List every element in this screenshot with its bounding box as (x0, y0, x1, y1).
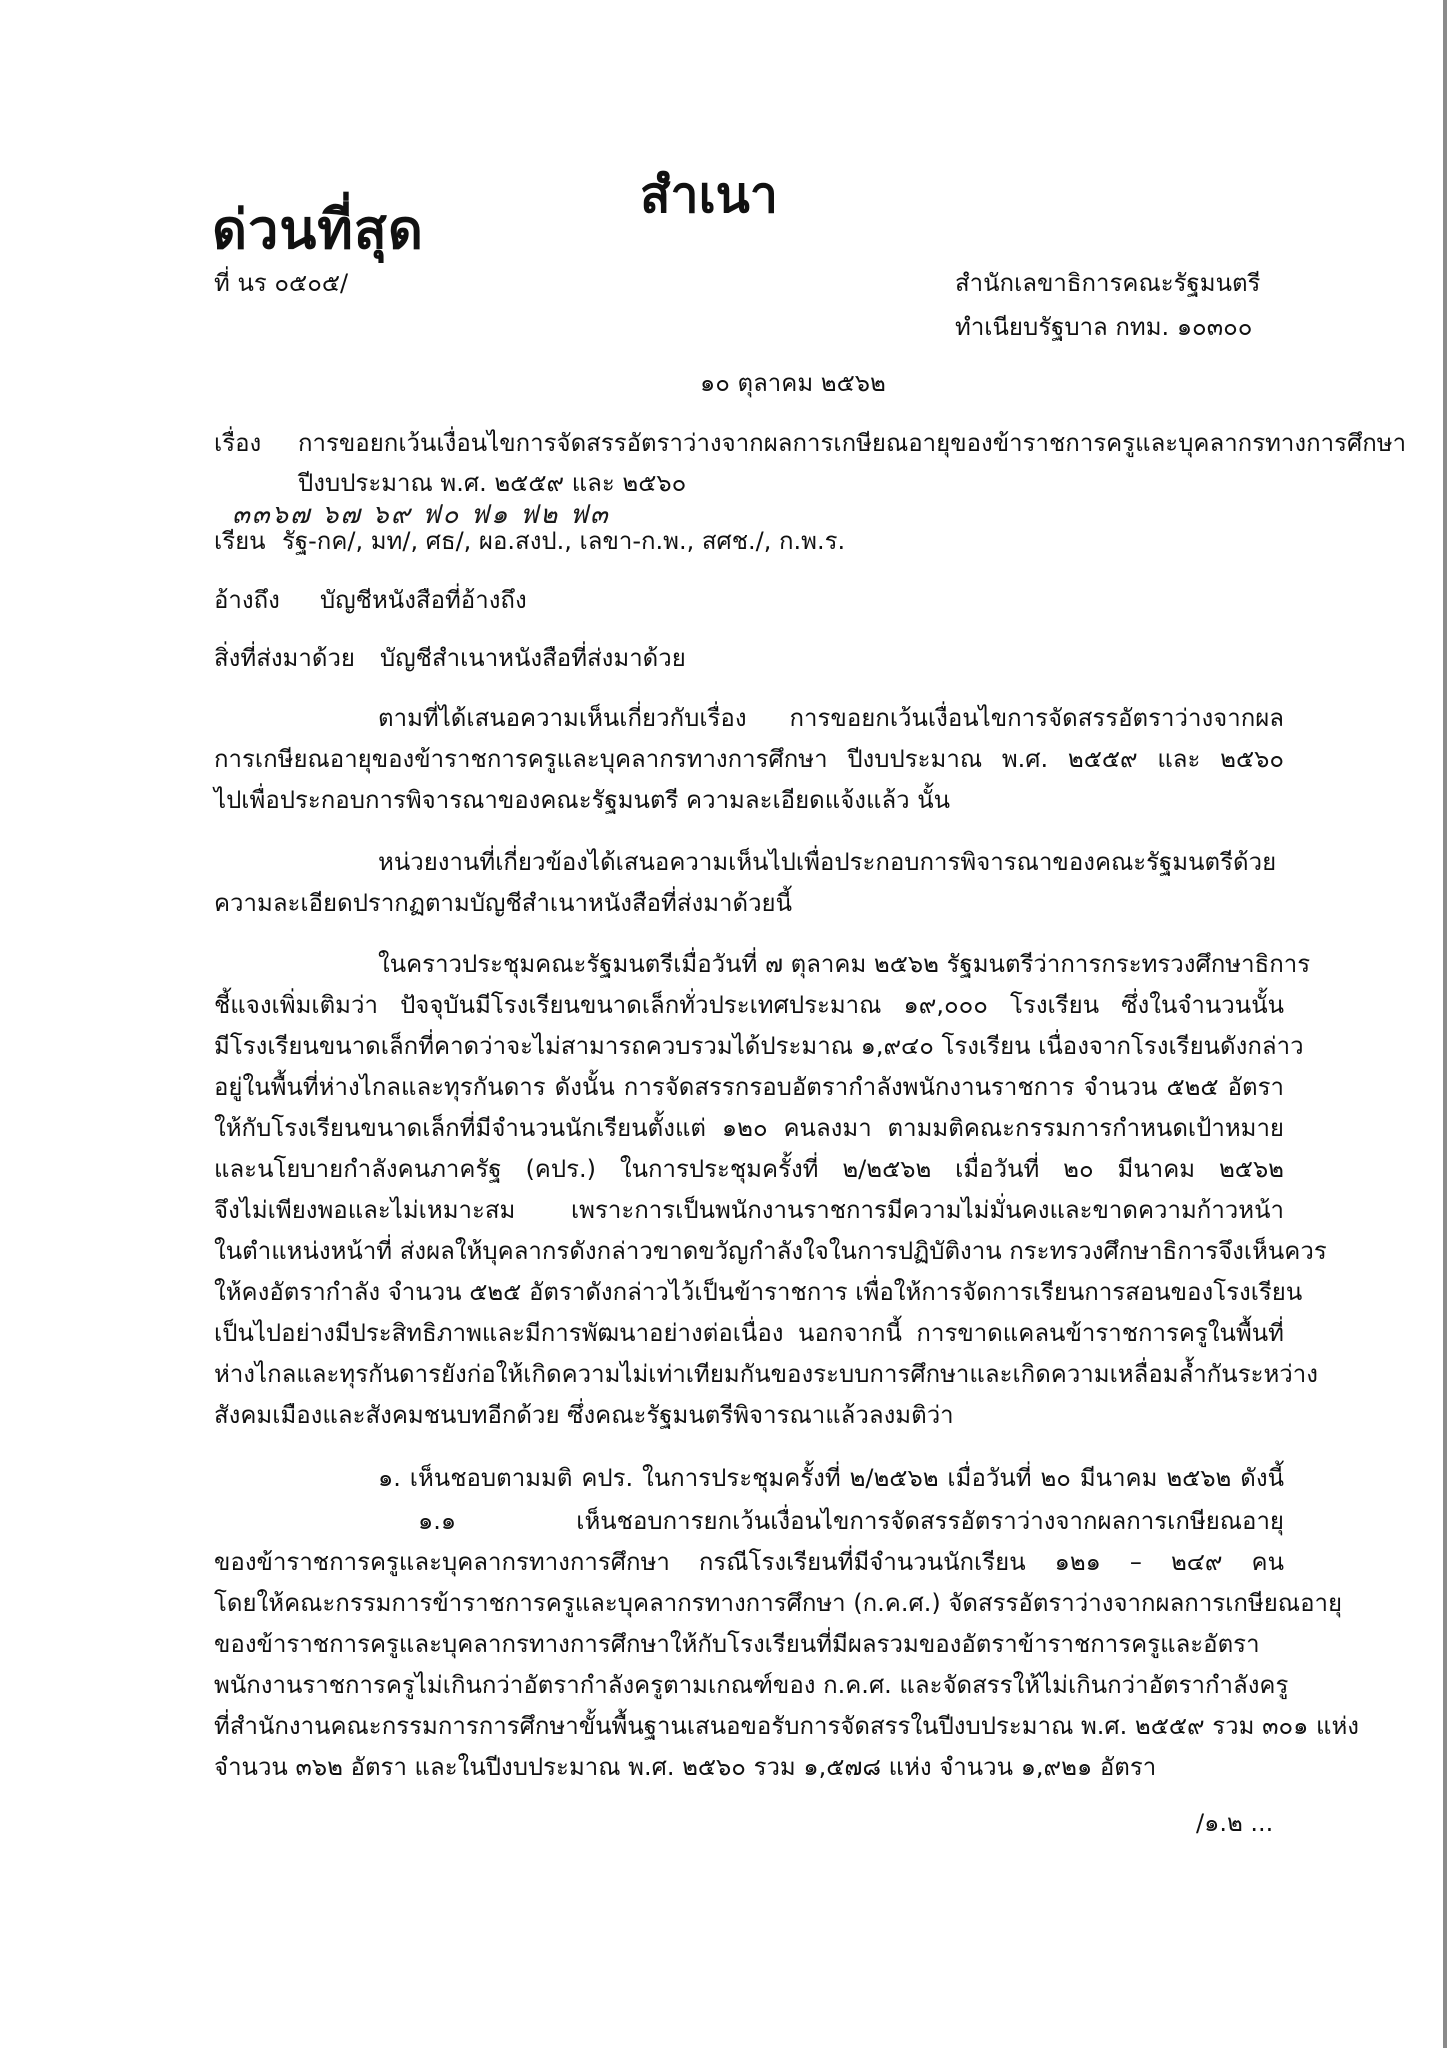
enclosure-text: บัญชีสำเนาหนังสือที่ส่งมาด้วย (380, 644, 686, 672)
item-1-1-line-5: พนักงานราชการครูไม่เกินกว่าอัตรากำลังครูตามเกณฑ์ของ ก.ค.ศ. และจัดสรรให้ไม่เกินกว่าอัตรากำลังครู (214, 1671, 1289, 1699)
para3-line-3: มีโรงเรียนขนาดเล็กที่คาดว่าจะไม่สามารถควบรวมได้ประมาณ ๑,๙๔๐ โรงเรียน เนื่องจากโรงเรียนดังกล่าว (214, 1032, 1304, 1060)
para3-line-7: จึงไม่เพียงพอและไม่เหมาะสม เพราะการเป็นพนักงานราชการมีความไม่มั่นคงและขาดความก้าวหน้า (214, 1196, 1284, 1224)
subject-label: เรื่อง (214, 429, 262, 457)
para3-line-1: ในคราวประชุมคณะรัฐมนตรีเมื่อวันที่ ๗ ตุลาคม ๒๕๖๒ รัฐมนตรีว่าการกระทรวงศึกษาธิการ (378, 950, 1311, 978)
document-date: ๑๐ ตุลาคม ๒๕๖๒ (700, 369, 886, 397)
item-1-1-line-4: ของข้าราชการครูและบุคลากรทางการศึกษาให้กับโรงเรียนที่มีผลรวมของอัตราข้าราชการครูและอัตรา (214, 1630, 1260, 1658)
item-1: ๑. เห็นชอบตามมติ คปร. ในการประชุมครั้งที่ ๒/๒๕๖๒ เมื่อวันที่ ๒๐ มีนาคม ๒๕๖๒ ดังนี้ (378, 1464, 1284, 1492)
para2-line-2: ความละเอียดปรากฏตามบัญชีสำเนาหนังสือที่ส่งมาด้วยนี้ (214, 889, 793, 917)
copy-stamp: สำเนา (640, 166, 778, 224)
para3-line-6: และนโยบายกำลังคนภาครัฐ (คปร.) ในการประชุมครั้งที่ ๒/๒๕๖๒ เมื่อวันที่ ๒๐ มีนาคม ๒๕๖๒ (214, 1155, 1284, 1183)
scan-edge-shadow (1443, 0, 1447, 2048)
para1-line-3: ไปเพื่อประกอบการพิจารณาของคณะรัฐมนตรี ความละเอียดแจ้งแล้ว นั้น (214, 786, 951, 814)
item-1-1-line-7: จำนวน ๓๖๒ อัตรา และในปีงบประมาณ พ.ศ. ๒๕๖๐ รวม ๑,๕๗๘ แห่ง จำนวน ๑,๙๒๑ อัตรา (214, 1753, 1157, 1781)
para3-line-11: ห่างไกลและทุรกันดารยังก่อให้เกิดความไม่เท่าเทียมกันของระบบการศึกษาและเกิดความเหลื่อมล้ำกันระหว่าง (214, 1360, 1318, 1388)
reference-text: บัญชีหนังสือที่อ้างถึง (320, 586, 527, 614)
office-address: ทำเนียบรัฐบาล กทม. ๑๐๓๐๐ (955, 313, 1253, 341)
office-name: สำนักเลขาธิการคณะรัฐมนตรี (955, 269, 1261, 297)
recipients-label: เรียน (214, 527, 266, 555)
para3-line-10: เป็นไปอย่างมีประสิทธิภาพและมีการพัฒนาอย่างต่อเนื่อง นอกจากนี้ การขาดแคลนข้าราชการครูในพื้นที่ (214, 1319, 1284, 1347)
para3-line-9: ให้คงอัตรากำลัง จำนวน ๕๒๕ อัตราดังกล่าวไว้เป็นข้าราชการ เพื่อให้การจัดการเรียนการสอนของโรงเรียน (214, 1278, 1303, 1306)
continuation-marker: /๑.๒ ... (1196, 1809, 1274, 1837)
para1-line-2: การเกษียณอายุของข้าราชการครูและบุคลากรทางการศึกษา ปีงบประมาณ พ.ศ. ๒๕๕๙ และ ๒๕๖๐ (214, 745, 1284, 773)
item-1-1-line-1: ๑.๑ เห็นชอบการยกเว้นเงื่อนไขการจัดสรรอัตราว่างจากผลการเกษียณอายุ (418, 1507, 1284, 1535)
para3-line-2: ชี้แจงเพิ่มเติมว่า ปัจจุบันมีโรงเรียนขนาดเล็กทั่วประเทศประมาณ ๑๙,๐๐๐ โรงเรียน ซึ่งในจำนวนนั้น (214, 991, 1284, 1019)
item-1-1-line-2: ของข้าราชการครูและบุคลากรทางการศึกษา กรณีโรงเรียนที่มีจำนวนนักเรียน ๑๒๑ – ๒๔๙ คน (214, 1548, 1284, 1576)
reference-number: ที่ นร ๐๕๐๕/ (214, 269, 349, 297)
item-1-1-line-3: โดยให้คณะกรรมการข้าราชการครูและบุคลากรทางการศึกษา (ก.ค.ศ.) จัดสรรอัตราว่างจากผลการเกษียณอายุ (214, 1589, 1343, 1617)
para3-line-12: สังคมเมืองและสังคมชนบทอีกด้วย ซึ่งคณะรัฐมนตรีพิจารณาแล้วลงมติว่า (214, 1401, 954, 1429)
recipients-list: รัฐ-กค/, มท/, ศธ/, ผอ.สงป., เลขา-ก.พ., สศช./, ก.พ.ร. (282, 527, 846, 555)
subject-line-1: การขอยกเว้นเงื่อนไขการจัดสรรอัตราว่างจากผลการเกษียณอายุของข้าราชการครูและบุคลากรทางการศึกษา (298, 429, 1407, 457)
enclosure-label: สิ่งที่ส่งมาด้วย (214, 644, 355, 672)
para3-line-5: ให้กับโรงเรียนขนาดเล็กที่มีจำนวนนักเรียนตั้งแต่ ๑๒๐ คนลงมา ตามมติคณะกรรมการกำหนดเป้าหมาย (214, 1114, 1284, 1142)
para1-line-1: ตามที่ได้เสนอความเห็นเกี่ยวกับเรื่อง การขอยกเว้นเงื่อนไขการจัดสรรอัตราว่างจากผล (378, 704, 1284, 732)
subject-line-2: ปีงบประมาณ พ.ศ. ๒๕๕๙ และ ๒๕๖๐ (298, 469, 687, 497)
para2-line-1: หน่วยงานที่เกี่ยวข้องได้เสนอความเห็นไปเพื่อประกอบการพิจารณาของคณะรัฐมนตรีด้วย (378, 848, 1277, 876)
item-1-1-line-6: ที่สำนักงานคณะกรรมการการศึกษาขั้นพื้นฐานเสนอขอรับการจัดสรรในปีงบประมาณ พ.ศ. ๒๕๕๙ รวม ๓๐๑ แห่ง (214, 1712, 1360, 1740)
para3-line-8: ในตำแหน่งหน้าที่ ส่งผลให้บุคลากรดังกล่าวขาดขวัญกำลังใจในการปฏิบัติงาน กระทรวงศึกษาธิการจึงเห็นควร (214, 1237, 1327, 1265)
reference-label: อ้างถึง (214, 586, 280, 614)
urgency-stamp: ด่วนที่สุด (212, 197, 424, 261)
handwritten-distribution-numbers: ๓๓๖๗ ๖๗ ๖๙ ฟ๐ ฟ๑ ฟ๒ ฟ๓ (232, 500, 610, 530)
para3-line-4: อยู่ในพื้นที่ห่างไกลและทุรกันดาร ดังนั้น การจัดสรรกรอบอัตรากำลังพนักงานราชการ จำนวน ๕๒๕ อัตรา (214, 1073, 1284, 1101)
